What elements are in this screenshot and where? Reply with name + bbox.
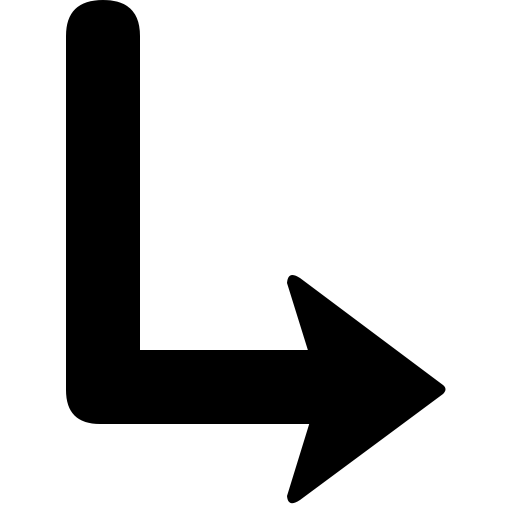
- arrow-stem: [66, 0, 340, 424]
